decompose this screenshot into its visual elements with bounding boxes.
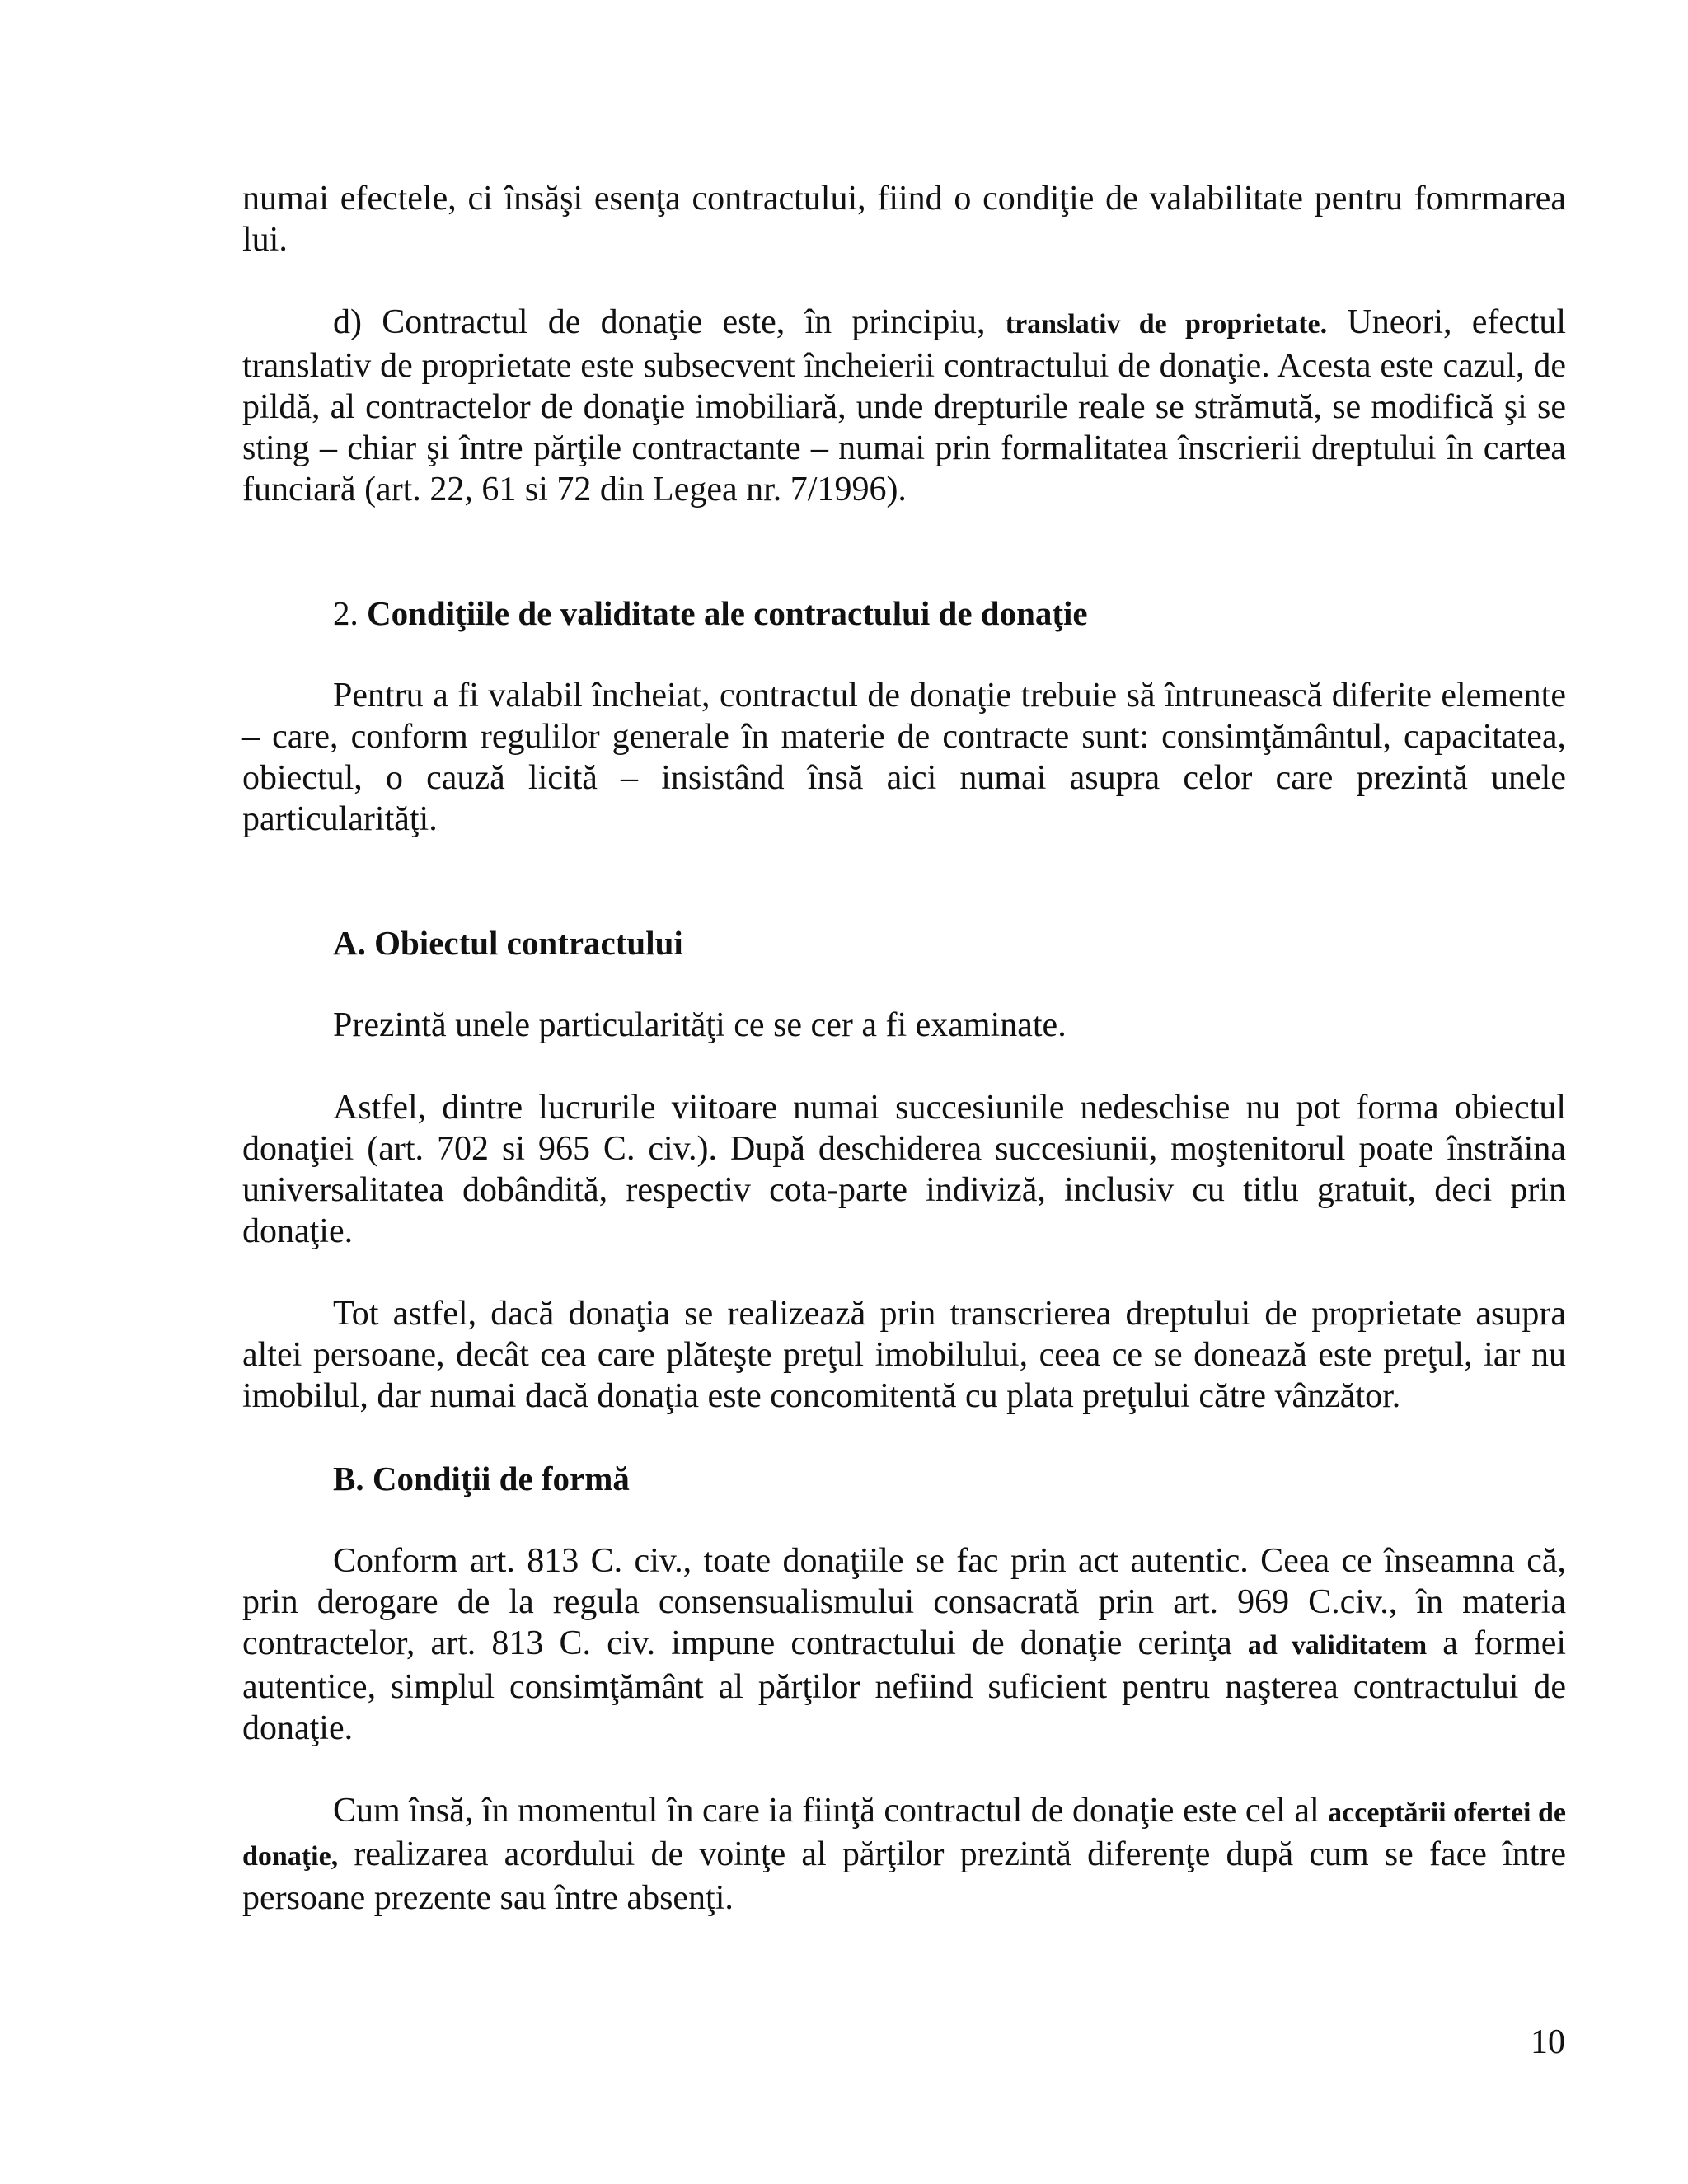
paragraph-d-text-end: Uneori, efectul translativ de proprietate este subsecvent încheierii contractului de donaţie. Acesta este cazul, de pildă, al contractelor de donaţie imobiliară, unde drepturile reale se strămută, se modifică şi se sting – chiar şi între părţile contractante – numai prin formalitatea înscrierii dreptului în cartea funciară (art. 22, 61 si 72 din Legea nr. 7/1996). [242,303,1566,509]
section-heading-a: A. Obiectul contractului [333,924,683,962]
paragraph-acceptance-end: realizarea acordului de voinţe al părţilor prezintă diferenţe după cum se face între persoane prezente sau între absenţi. [242,1835,1566,1917]
paragraph-d-bold-term: translativ de proprietate. [1005,309,1328,340]
paragraph-acceptance-bold-term: acceptării ofertei de donaţie, [242,1797,1566,1872]
paragraph-acceptance-start: Cum însă, în momentul în care ia fiinţă contractul de donaţie este cel al [333,1792,1329,1830]
section-heading-2-number: 2. [333,594,367,632]
paragraph-price-donation: Tot astfel, dacă donaţia se realizează prin transcrierea dreptului de proprietate asupra altei persoane, decât cea care plăteşte preţul imobilului, ceea ce se donează este preţul, iar nu imobilul, dar numai dacă donaţia este concomitentă cu plata preţului către vânzător. [242,1295,1566,1415]
paragraph-continuation: numai efectele, ci însăşi esenţa contractului, fiind o condiţie de valabilitate pentru fomrmarea lui. [242,180,1566,259]
section-heading-2-title: Condiţiile de validitate ale contractului de donaţie [367,594,1088,632]
paragraph-authentic-form-start: Conform art. 813 C. civ., toate donaţiile se fac prin act autentic. Ceea ce înseamna că, prin derogare de la regula consensualismului consacrată prin art. 969 C.civ., în materia contractelor, art. 813 C. civ. impune contractului de donaţie cerinţa [242,1542,1566,1662]
section-heading-2 [242,593,1566,634]
paragraph-validity-elements: Pentru a fi valabil încheiat, contractul de donaţie trebuie să întrunească diferite elemente – care, conform regulilor generale în materie de contracte sunt: consimţământul, capacitatea, obiectul, o cauză licită – insistând însă aici numai asupra celor care prezintă unele particularităţi. [242,677,1566,838]
section-heading-b: B. Condiţii de formă [333,1460,630,1497]
paragraph-authentic-form [242,1540,1566,1749]
paragraph-d-text-start: d) Contractul de donaţie este, în principiu, [333,303,1006,341]
paragraph-d-translativ [242,302,1566,510]
paragraph-authentic-form-bold-term: ad validitatem [1247,1630,1428,1661]
paragraph-acceptance [242,1790,1566,1919]
page-number: 10 [1531,2023,1565,2061]
paragraph-future-things: Astfel, dintre lucrurile viitoare numai succesiunile nedeschise nu pot forma obiectul donaţiei (art. 702 si 965 C. civ.). După deschiderea succesiunii, moştenitorul poate înstrăina universalitatea dobândită, respectiv cota-parte indiviză, inclusiv cu titlu gratuit, deci prin donaţie. [242,1089,1566,1250]
document-body [242,178,1566,1919]
paragraph-authentic-form-end: a formei autentice, simplul consimţământ al părţilor nefiind suficient pentru naşterea contractului de donaţie. [242,1624,1567,1747]
paragraph-particularities: Prezintă unele particularităţi ce se cer a fi examinate. [333,1006,1067,1044]
